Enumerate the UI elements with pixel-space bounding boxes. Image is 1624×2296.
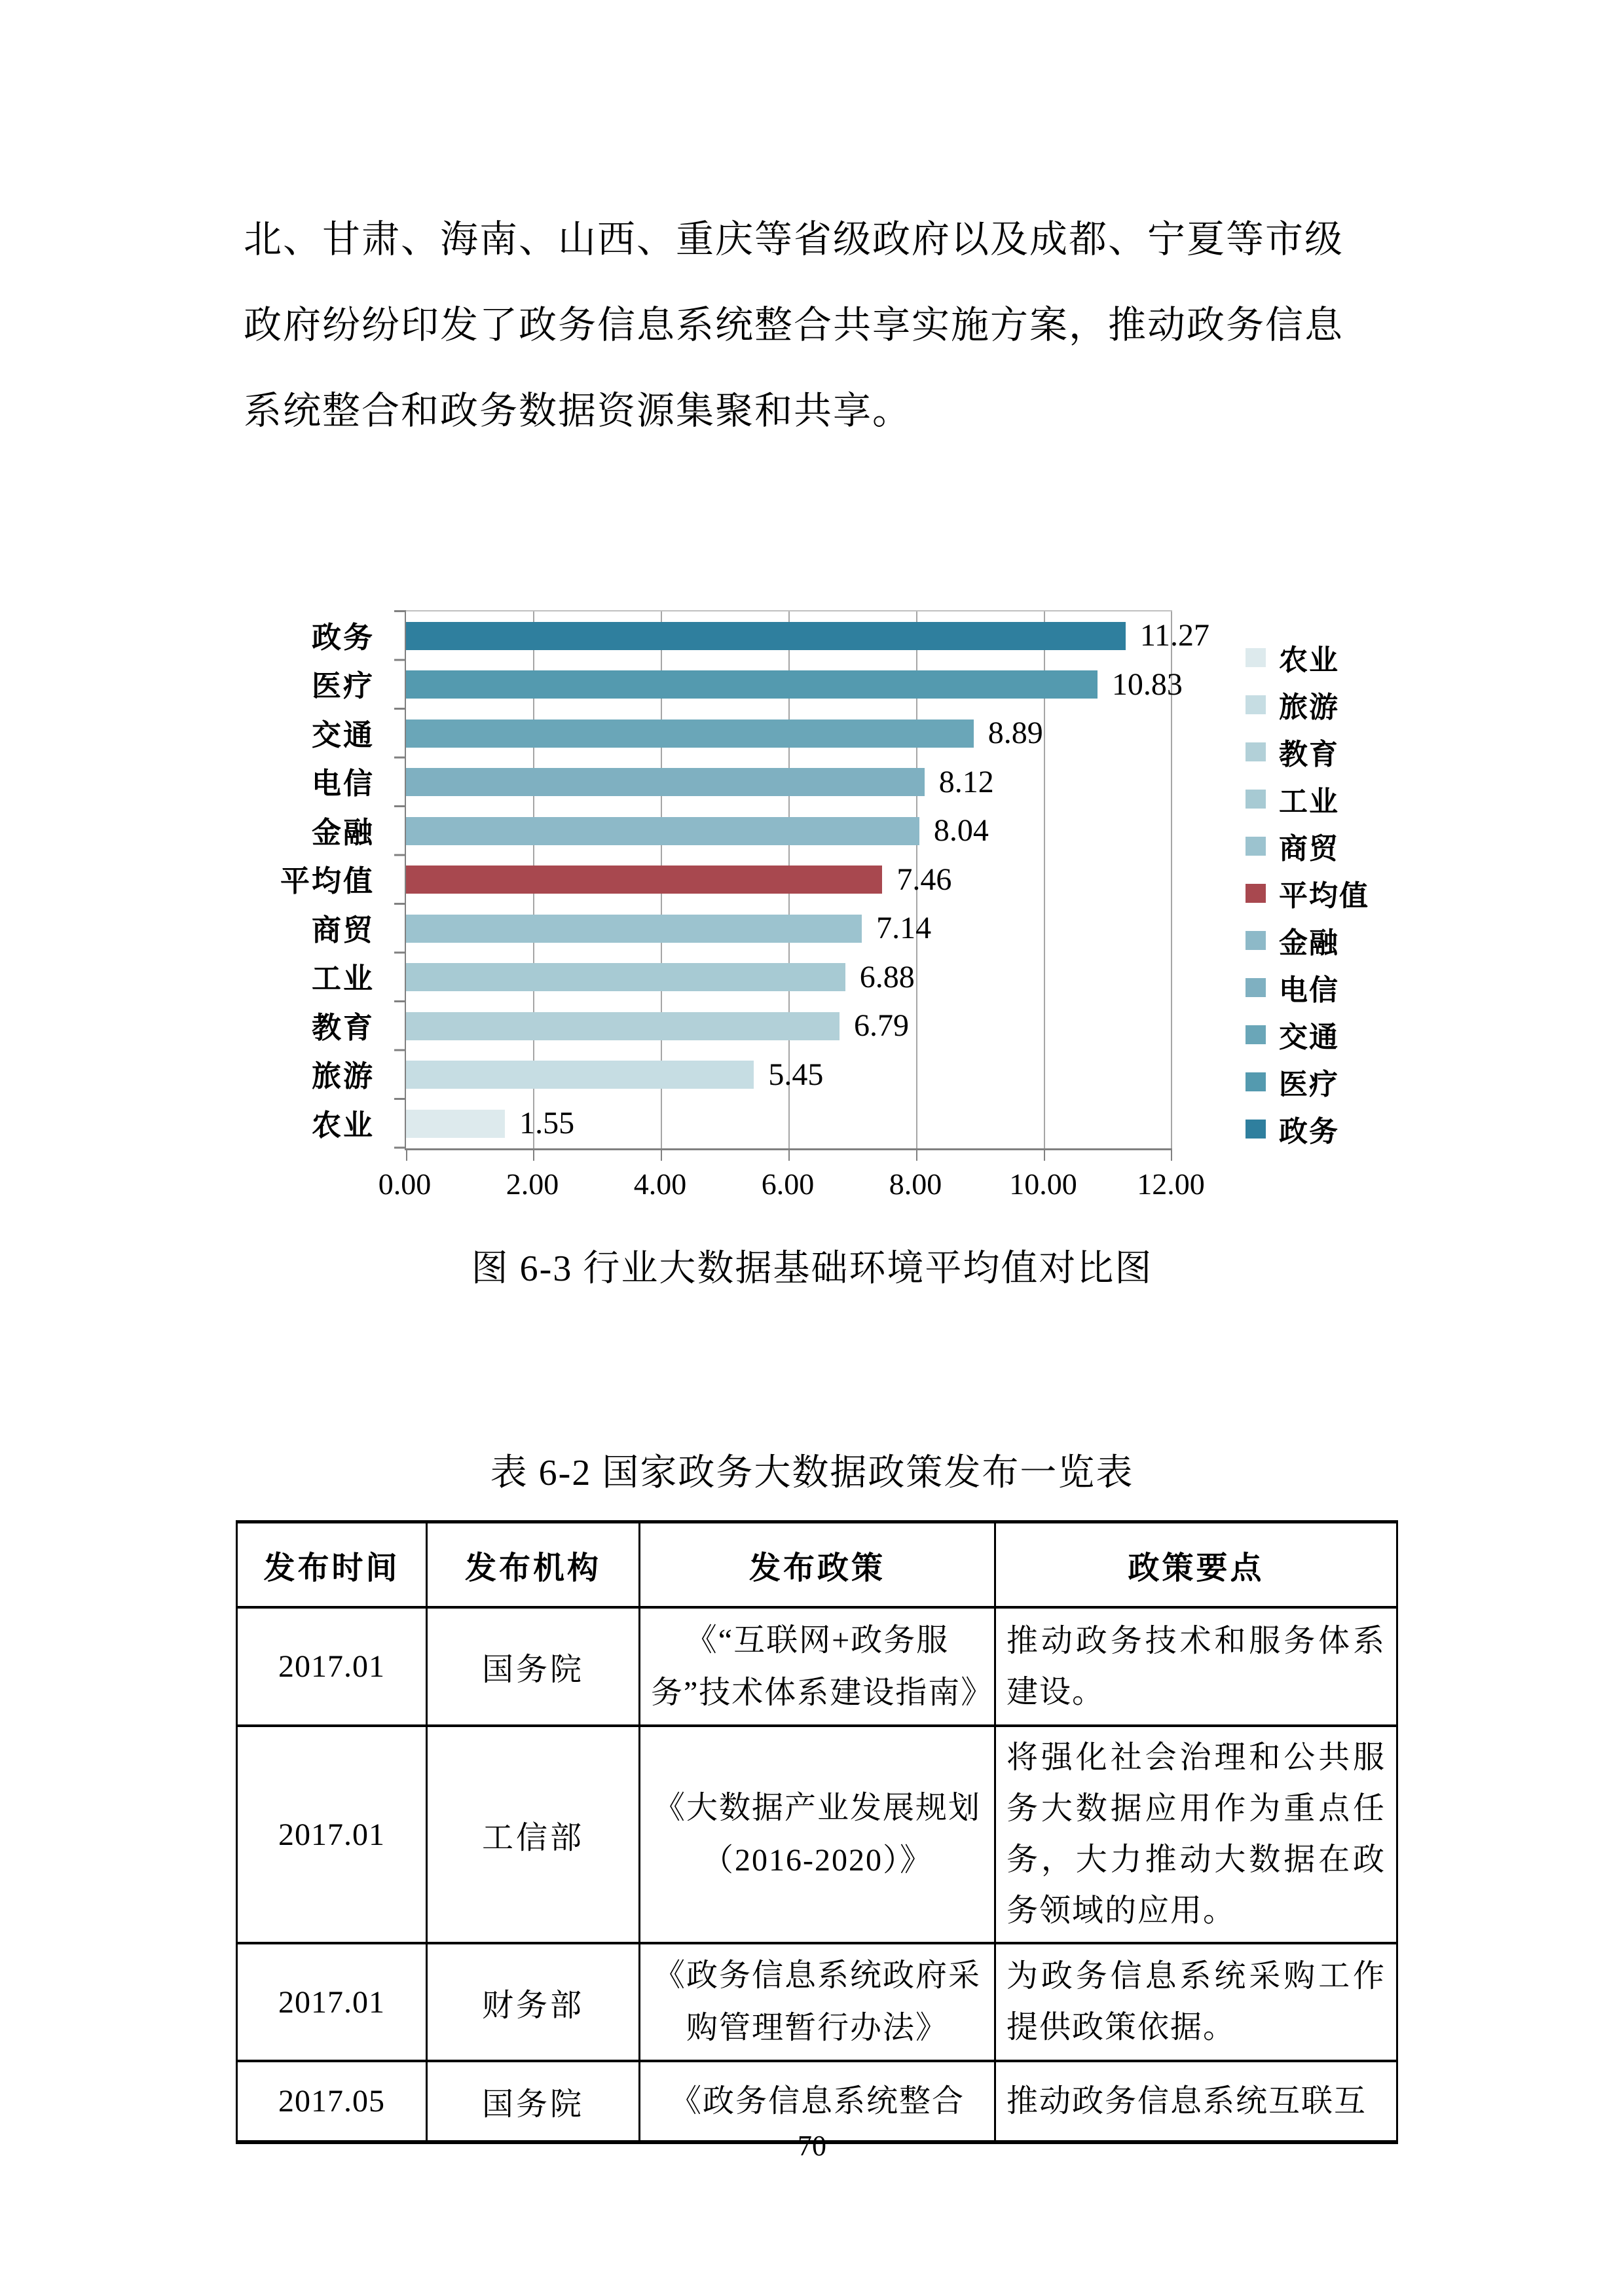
body-paragraph [244, 196, 1390, 454]
bar-series [406, 611, 1210, 1148]
x-axis-tick-label: 6.00 [761, 1167, 815, 1201]
legend-item [1246, 917, 1403, 964]
legend-label: 电信 [1279, 974, 1339, 1006]
bar-row [406, 856, 1172, 905]
cell-time: 2017.05 [278, 2084, 385, 2119]
legend-swatch [1246, 884, 1266, 903]
bar [406, 670, 1098, 699]
bar-row [406, 953, 1172, 1002]
bar-value-label: 8.04 [933, 813, 989, 848]
x-axis-tick-mark [661, 1150, 662, 1161]
cell-policy: 《政务信息系统政府采购管理暂行办法》 [640, 1943, 995, 2061]
bar-row [406, 1002, 1172, 1051]
table-row [237, 1943, 1397, 2061]
policy-table [236, 1520, 1398, 2144]
bar-value-label: 11.27 [1139, 618, 1210, 653]
x-axis-tick-label: 2.00 [506, 1167, 559, 1201]
x-axis-tick-mark [1171, 1150, 1172, 1161]
cell-policy: 《“互联网+政务服务”技术体系建设指南》 [640, 1607, 995, 1726]
bar-value-label: 6.79 [854, 1008, 910, 1044]
header-cell-policy: 发布政策 [640, 1522, 995, 1608]
header-cell-time: 发布时间 [263, 1550, 400, 1586]
header-cell-org: 发布机构 [427, 1522, 640, 1608]
cell-time: 2017.01 [278, 1817, 385, 1852]
bar-value-label: 7.14 [876, 911, 932, 946]
legend-swatch [1246, 1025, 1266, 1044]
bar [406, 1012, 840, 1040]
legend-label: 工业 [1279, 786, 1339, 818]
figure-caption: 图 6-3 行业大数据基础环境平均值对比图 [471, 1248, 1153, 1289]
legend-swatch [1246, 931, 1266, 950]
legend-label: 农业 [1279, 644, 1339, 676]
paragraph-line: 系统整合和政务数据资源集聚和共享。 [244, 390, 912, 432]
bar [406, 720, 974, 748]
bar-value-label: 1.55 [519, 1106, 575, 1141]
plot-area [405, 610, 1210, 1150]
bar-value-label: 8.12 [938, 764, 994, 799]
bar-row [406, 807, 1172, 856]
legend-swatch [1246, 695, 1266, 714]
cell-org: 国务院 [427, 2061, 640, 2142]
table-row [237, 1607, 1397, 1726]
cell-points: 为政务信息系统采购工作提供政策依据。 [995, 1943, 1397, 2061]
bar-value-label: 5.45 [768, 1057, 824, 1092]
legend-label: 金融 [1279, 927, 1339, 959]
bar [406, 915, 862, 943]
bar [406, 1061, 754, 1089]
bar-row [406, 611, 1210, 661]
page-number: 70 [798, 2130, 826, 2162]
legend-item [1246, 822, 1403, 869]
x-axis-tick-label: 4.00 [633, 1167, 687, 1201]
bar [406, 963, 845, 991]
category-label: 电信 [311, 767, 375, 801]
x-axis-tick-mark [1044, 1150, 1045, 1161]
y-axis-tick-marks [394, 610, 406, 1150]
bar-row [406, 1099, 1172, 1148]
x-axis-tick-mark [916, 1150, 917, 1161]
category-label: 商贸 [311, 913, 375, 947]
legend-swatch [1246, 978, 1266, 997]
legend-label: 交通 [1279, 1021, 1339, 1053]
legend-label: 教育 [1279, 738, 1339, 771]
legend-swatch [1246, 1120, 1266, 1139]
x-axis-tick-mark [788, 1150, 790, 1161]
category-label: 工业 [311, 962, 375, 996]
x-axis-tick-label: 12.00 [1137, 1167, 1205, 1201]
legend-swatch [1246, 790, 1266, 809]
bar-value-label: 10.83 [1111, 666, 1183, 702]
category-label: 平均值 [280, 865, 375, 898]
category-label: 医疗 [311, 670, 375, 703]
category-label: 农业 [311, 1108, 375, 1142]
legend-label: 旅游 [1279, 691, 1339, 723]
cell-policy: 《政务信息系统整合 [640, 2061, 995, 2142]
legend-item [1246, 775, 1403, 822]
bar-chart-figure [280, 602, 1395, 1201]
x-axis-tick-mark [533, 1150, 534, 1161]
cell-points: 推动政务信息系统互联互 [995, 2061, 1397, 2142]
legend-swatch [1246, 1072, 1266, 1091]
table-title: 表 6-2 国家政务大数据政策发布一览表 [490, 1453, 1134, 1493]
category-label: 金融 [311, 816, 375, 849]
cell-org: 国务院 [427, 1607, 640, 1726]
legend-item [1246, 634, 1403, 681]
bar [406, 1110, 505, 1138]
bar-row [406, 758, 1172, 807]
legend-item [1246, 728, 1403, 775]
legend-item [1246, 1011, 1403, 1058]
bar-average [406, 866, 882, 894]
header-cell-points: 政策要点 [995, 1522, 1397, 1608]
legend-swatch [1246, 648, 1266, 667]
bar-value-label: 8.89 [987, 716, 1043, 751]
x-axis-tick-labels [378, 1167, 1205, 1206]
chart-legend [1246, 634, 1403, 1152]
bar-row [406, 904, 1172, 953]
bar-value-label: 7.46 [896, 862, 952, 897]
legend-label: 医疗 [1279, 1068, 1339, 1101]
category-label: 旅游 [311, 1060, 375, 1093]
cell-points: 推动政务技术和服务体系建设。 [995, 1607, 1397, 1726]
table-header-row [237, 1522, 1397, 1608]
bar-row [406, 709, 1172, 758]
paragraph-line: 北、甘肃、海南、山西、重庆等省级政府以及成都、宁夏等市级 [244, 218, 1344, 261]
legend-item [1246, 869, 1403, 917]
legend-item [1246, 1105, 1403, 1152]
bar-row [406, 1051, 1172, 1100]
cell-time: 2017.01 [278, 1649, 385, 1684]
category-label: 交通 [311, 718, 375, 752]
x-axis-tick-label: 10.00 [1009, 1167, 1077, 1201]
x-axis-tick-label: 8.00 [889, 1167, 942, 1201]
legend-swatch [1246, 837, 1266, 856]
bar-row [406, 661, 1183, 710]
category-label: 政务 [311, 621, 375, 654]
legend-swatch [1246, 742, 1266, 761]
category-axis-labels [282, 610, 375, 1147]
bar [406, 817, 919, 845]
bar-value-label: 6.88 [859, 959, 915, 994]
legend-label: 政务 [1279, 1116, 1339, 1148]
x-axis-tick-mark [406, 1150, 407, 1161]
legend-label: 商贸 [1279, 833, 1339, 865]
table-row [237, 1726, 1397, 1943]
cell-org: 财务部 [427, 1943, 640, 2061]
paragraph-line: 政府纷纷印发了政务信息系统整合共享实施方案，推动政务信息 [244, 304, 1344, 346]
cell-time: 2017.01 [278, 1984, 385, 2020]
legend-label: 平均值 [1279, 880, 1369, 912]
bar [406, 768, 925, 796]
bar [406, 622, 1126, 650]
category-label: 教育 [311, 1011, 375, 1044]
cell-policy: 《大数据产业发展规划（2016-2020）》 [640, 1726, 995, 1943]
legend-item [1246, 681, 1403, 728]
cell-points: 将强化社会治理和公共服务大数据应用作为重点任务，大力推动大数据在政务领域的应用。 [995, 1726, 1397, 1943]
legend-item [1246, 964, 1403, 1011]
x-axis-tick-label: 0.00 [378, 1167, 432, 1201]
cell-org: 工信部 [427, 1726, 640, 1943]
legend-item [1246, 1058, 1403, 1105]
